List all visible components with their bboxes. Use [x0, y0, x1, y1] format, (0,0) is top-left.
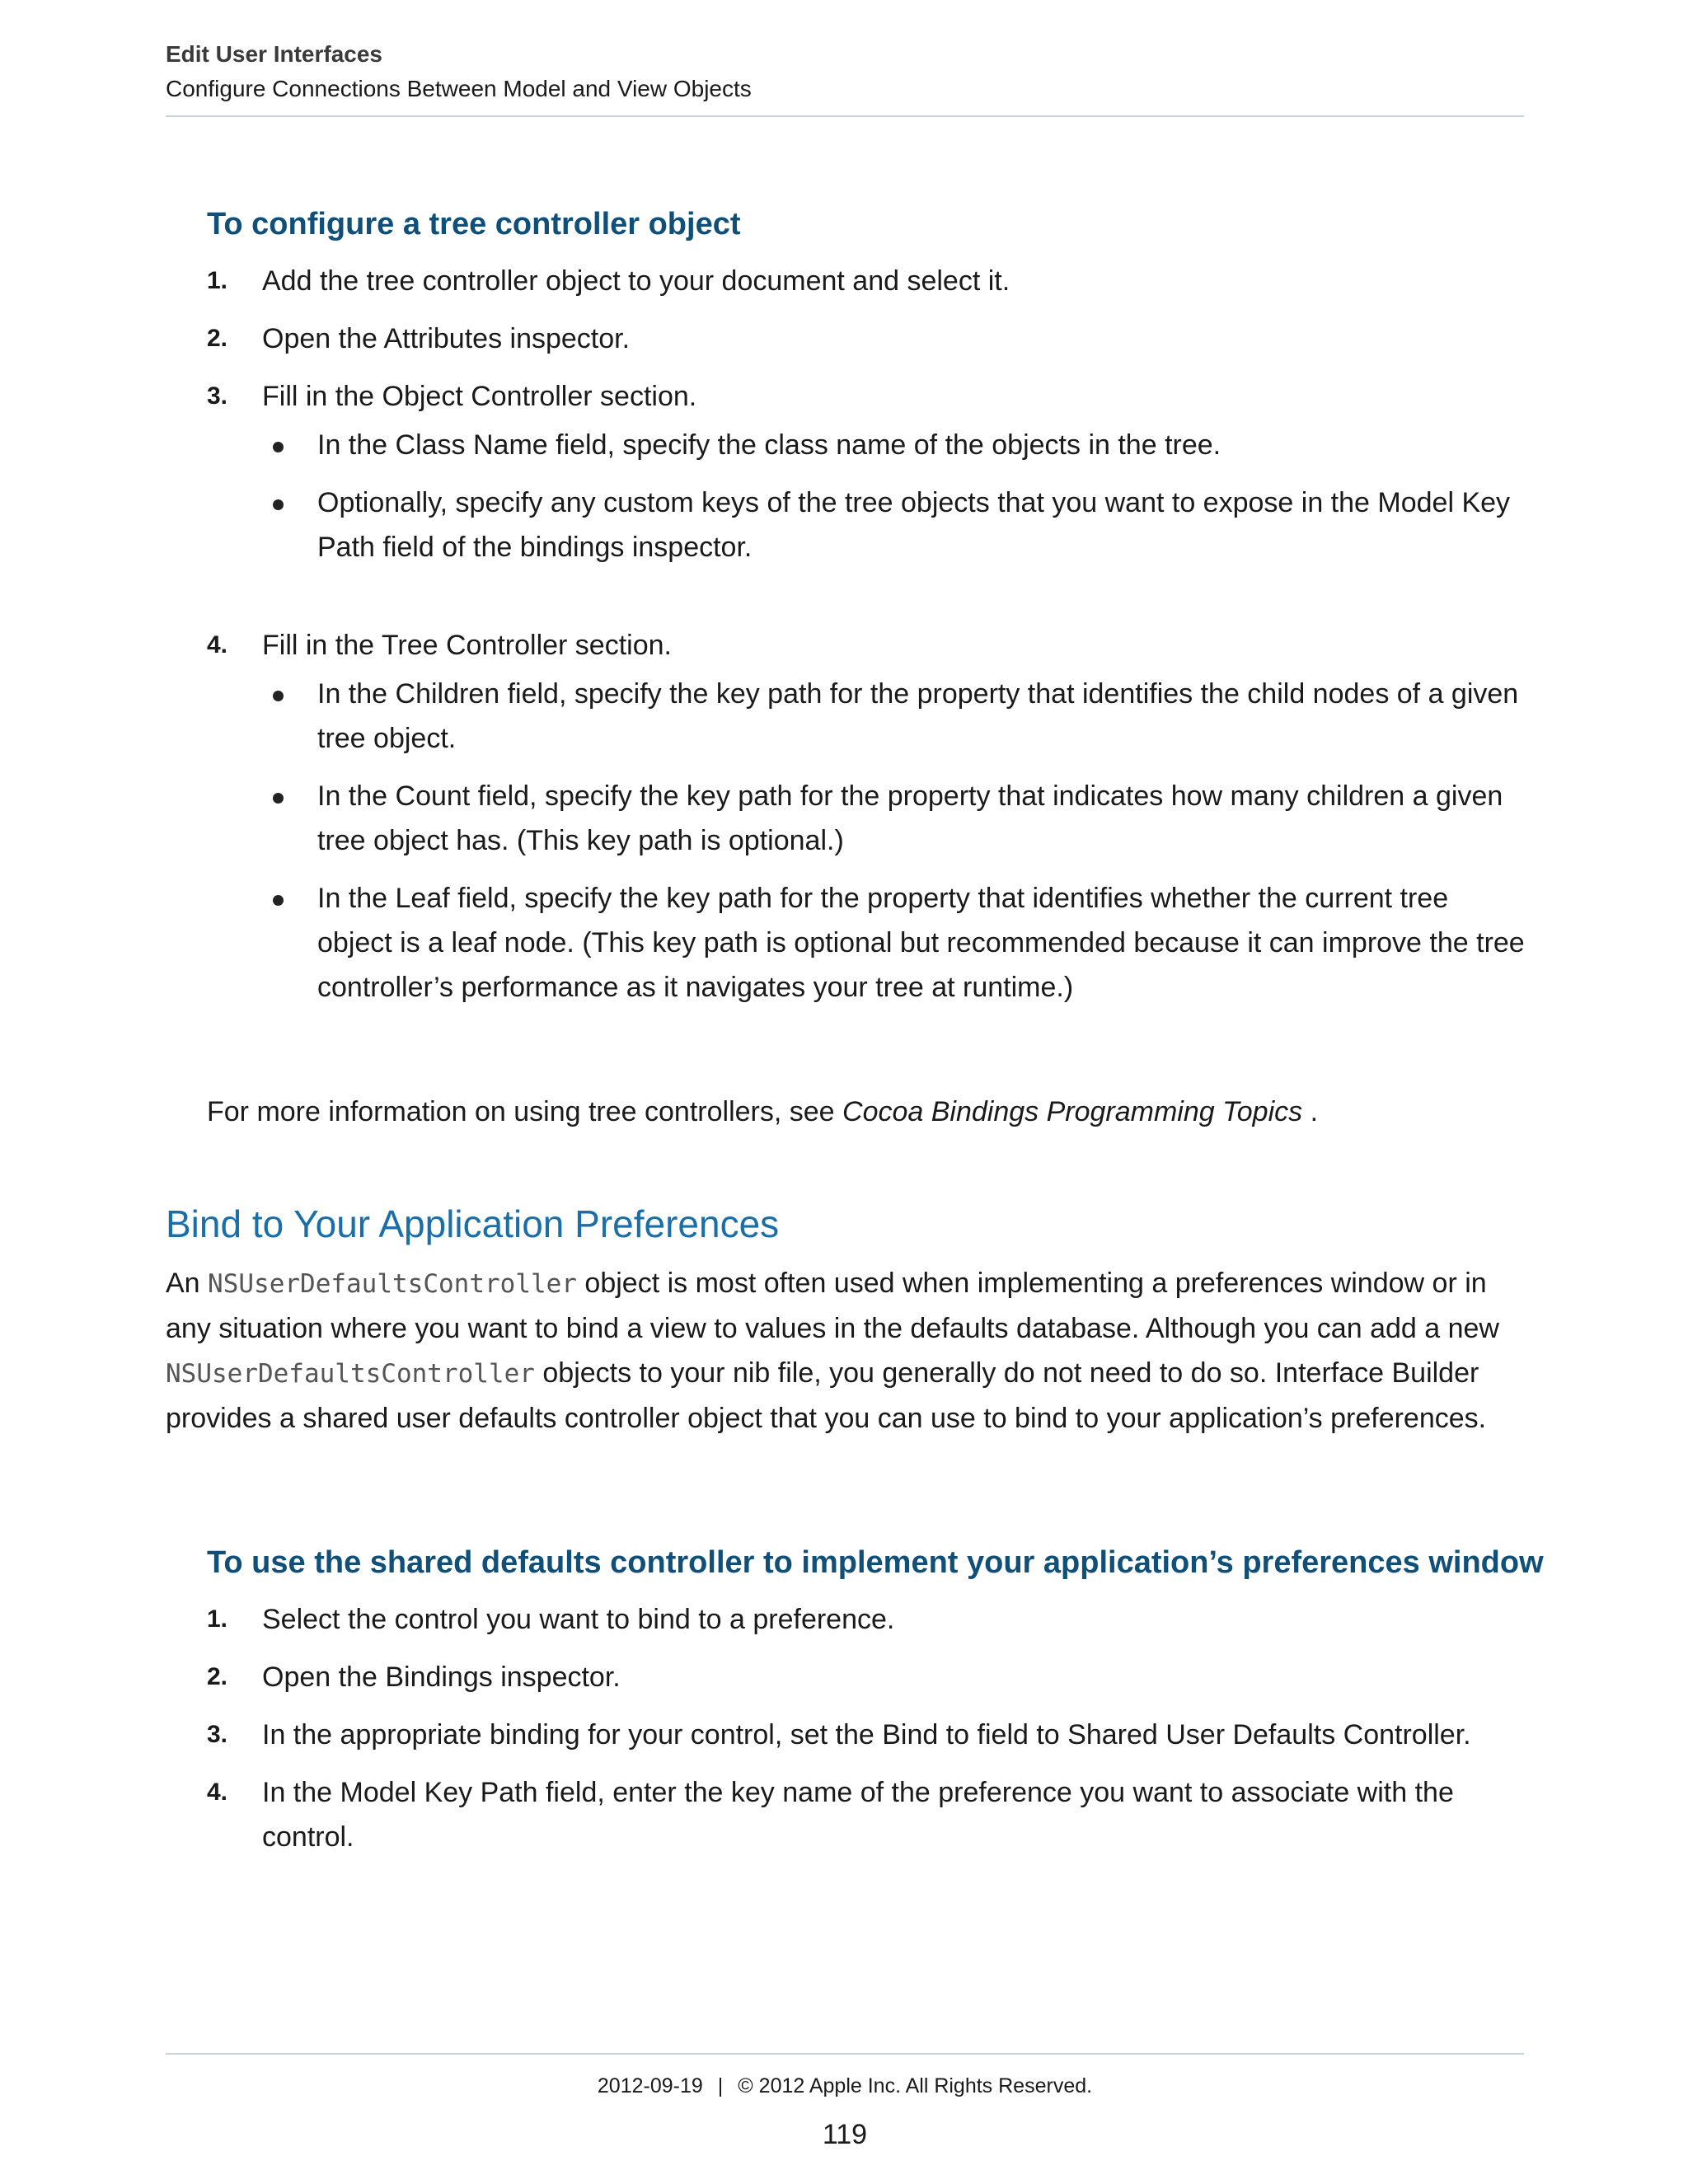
para-mid-1: object is most often used when implementing a preferences window or in any situation where you want to bind a view to values in the defaults database. Although you can add a new [166, 1268, 1499, 1344]
step-number: 4. [207, 1779, 228, 1806]
bullet-text: In the Children field, specify the key path for the property that identifies the child nodes of a given tree object. [317, 678, 1519, 754]
bullet-text: In the Count field, specify the key path for the property that indicates how many children a given tree object has. (This key path is optional.) [317, 780, 1503, 856]
step-number: 3. [207, 382, 228, 410]
task-title-shared-defaults: To use the shared defaults controller to implement your application’s preferences window [207, 1545, 1544, 1580]
step-number: 1. [207, 267, 228, 294]
running-header [166, 40, 1524, 117]
page-number: 119 [822, 2119, 868, 2150]
task-title-tree-controller: To configure a tree controller object [207, 207, 741, 241]
para-an: An [166, 1268, 209, 1299]
bullet-icon [273, 442, 284, 452]
bullet-icon [273, 499, 284, 510]
section-paragraph [166, 1261, 1526, 1441]
step-text: Fill in the Object Controller section. [262, 381, 697, 412]
page-footer [166, 2053, 1524, 2150]
step-text: In the appropriate binding for your control, set the Bind to field to Shared User Defaults Controller. [262, 1719, 1471, 1750]
footer-copyright: © 2012 Apple Inc. All Rights Reserved. [738, 2074, 1093, 2097]
para-mid-2: objects to your nib file, you generally do not need to do so. Interface Builder provides a shared user defaults controller object that you can use to bind to your application’s preferences. [166, 1357, 1487, 1434]
step-text: Add the tree controller object to your document and select it. [262, 265, 1010, 297]
more-info-prefix: For more information on using tree controllers, see [207, 1096, 843, 1127]
step-number: 3. [207, 1721, 228, 1748]
cocoa-bindings-link[interactable]: Cocoa Bindings Programming Topics [842, 1096, 1303, 1127]
bullet-icon [273, 691, 284, 701]
chapter-title: Edit User Interfaces [166, 41, 382, 67]
footer-separator: | [717, 2074, 724, 2097]
footer-line [166, 2074, 1524, 2098]
bullet-icon [273, 793, 284, 804]
bullet-text: In the Leaf field, specify the key path for the property that identifies whether the current tree object is a leaf node. (This key path is optional but recommended because it can improve the tree controller’s performance as it navigates your tree at runtime.) [317, 883, 1525, 1003]
step-number: 4. [207, 631, 228, 658]
step-text: Fill in the Tree Controller section. [262, 630, 672, 661]
footer-date: 2012-09-19 [597, 2074, 703, 2097]
more-info-paragraph [207, 1090, 1526, 1134]
more-info-suffix: . [1302, 1096, 1319, 1127]
step-number: 1. [207, 1605, 228, 1633]
step-number: 2. [207, 1663, 228, 1690]
step-text: Open the Bindings inspector. [262, 1661, 621, 1693]
step-text: Open the Attributes inspector. [262, 323, 631, 354]
step-text: In the Model Key Path field, enter the key name of the preference you want to associate with the control. [262, 1777, 1454, 1853]
class-name-code: NSUserDefaultsController [166, 1359, 535, 1389]
section-title: Configure Connections Between Model and View Objects [166, 76, 752, 101]
bullet-icon [273, 895, 284, 906]
bullet-text: In the Class Name field, specify the class name of the objects in the tree. [317, 429, 1221, 461]
bullet-text: Optionally, specify any custom keys of the tree objects that you want to expose in the Model Key Path field of the bindings inspector. [317, 487, 1511, 563]
section-heading: Bind to Your Application Preferences [166, 1202, 780, 1245]
step-number: 2. [207, 325, 228, 352]
class-name-code: NSUserDefaultsController [208, 1269, 577, 1299]
step-text: Select the control you want to bind to a preference. [262, 1604, 895, 1635]
